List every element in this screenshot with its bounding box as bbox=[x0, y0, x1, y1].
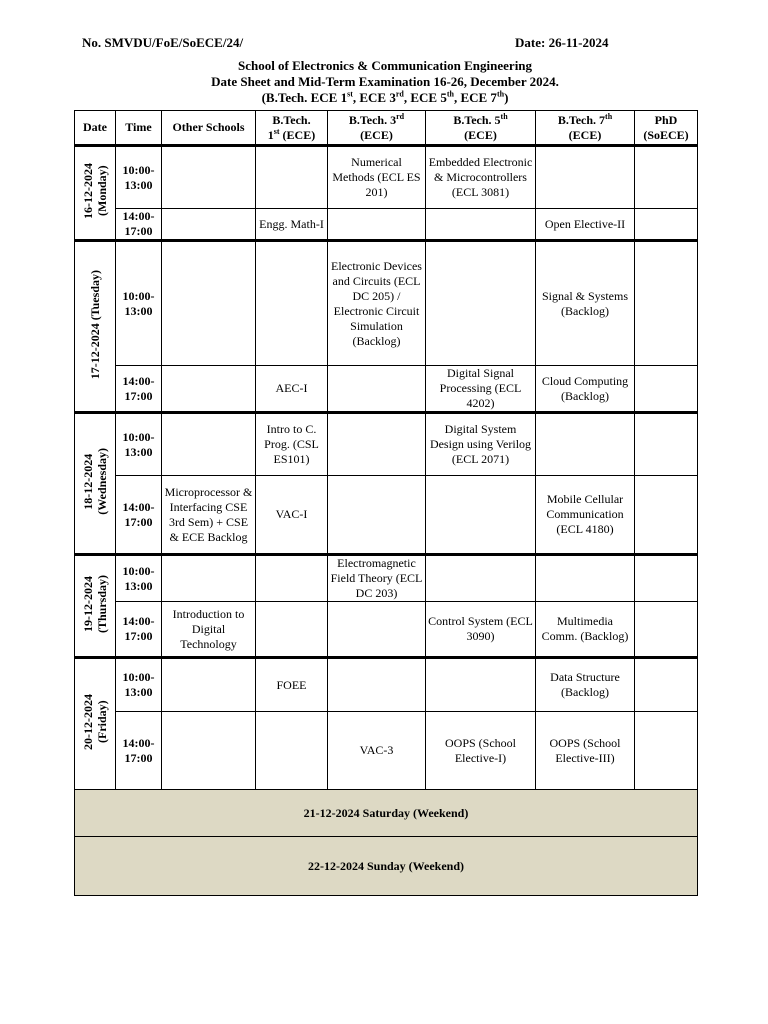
cell-other: Introduction to Digital Technology bbox=[162, 602, 256, 658]
table-row bbox=[75, 712, 698, 790]
document-title-block bbox=[73, 58, 697, 106]
weekend-row bbox=[75, 790, 698, 837]
day-cell: 18-12-2024 (Wednesday) bbox=[75, 413, 116, 555]
reference-number: No. SMVDU/FoE/SoECE/24/ bbox=[82, 35, 244, 50]
weekend-cell: 22-12-2024 Sunday (Weekend) bbox=[75, 837, 698, 896]
cell-btech-5: Control System (ECL 3090) bbox=[426, 602, 536, 658]
cell-btech-7: Multimedia Comm. (Backlog) bbox=[536, 602, 635, 658]
cell-phd bbox=[635, 658, 698, 712]
cell-btech-3 bbox=[328, 602, 426, 658]
col-time: Time bbox=[116, 111, 162, 146]
cell-btech-5: OOPS (School Elective-I) bbox=[426, 712, 536, 790]
cell-btech-3 bbox=[328, 658, 426, 712]
cell-phd bbox=[635, 712, 698, 790]
day-cell: 19-12-2024 (Thursday) bbox=[75, 555, 116, 658]
table-row bbox=[75, 241, 698, 366]
table-row bbox=[75, 602, 698, 658]
cell-btech-3 bbox=[328, 366, 426, 413]
cell-btech-3: Numerical Methods (ECL ES 201) bbox=[328, 146, 426, 209]
cell-btech-1: AEC-I bbox=[256, 366, 328, 413]
col-btech-3: B.Tech. 3rd (ECE) bbox=[328, 111, 426, 146]
table-row bbox=[75, 413, 698, 476]
cell-btech-5 bbox=[426, 658, 536, 712]
day-cell: 20-12-2024 (Friday) bbox=[75, 658, 116, 790]
cell-btech-5: Embedded Electronic & Microcontrollers (ECL 3081) bbox=[426, 146, 536, 209]
cell-other bbox=[162, 366, 256, 413]
cell-btech-1 bbox=[256, 146, 328, 209]
time-cell: 10:00-13:00 bbox=[116, 555, 162, 602]
col-btech-1: B.Tech. 1st (ECE) bbox=[256, 111, 328, 146]
weekend-row bbox=[75, 837, 698, 896]
cell-other: Microprocessor & Interfacing CSE 3rd Sem) + CSE & ECE Backlog bbox=[162, 476, 256, 555]
cell-btech-3: Electronic Devices and Circuits (ECL DC 205) / Electronic Circuit Simulation (Backlog) bbox=[328, 241, 426, 366]
cell-phd bbox=[635, 602, 698, 658]
cell-phd bbox=[635, 146, 698, 209]
time-cell: 10:00-13:00 bbox=[116, 241, 162, 366]
cell-btech-7 bbox=[536, 413, 635, 476]
cell-btech-3: VAC-3 bbox=[328, 712, 426, 790]
table-row bbox=[75, 146, 698, 209]
cell-btech-7: Open Elective-II bbox=[536, 209, 635, 241]
time-cell: 14:00-17:00 bbox=[116, 209, 162, 241]
cell-btech-7: Signal & Systems (Backlog) bbox=[536, 241, 635, 366]
issue-date: Date: 26-11-2024 bbox=[515, 35, 609, 50]
cell-btech-1 bbox=[256, 712, 328, 790]
cell-btech-5: Digital System Design using Verilog (ECL 2071) bbox=[426, 413, 536, 476]
col-date: Date bbox=[75, 111, 116, 146]
col-other-schools: Other Schools bbox=[162, 111, 256, 146]
cell-btech-5 bbox=[426, 555, 536, 602]
cell-btech-7 bbox=[536, 146, 635, 209]
time-cell: 10:00-13:00 bbox=[116, 146, 162, 209]
cell-btech-5: Digital Signal Processing (ECL 4202) bbox=[426, 366, 536, 413]
time-cell: 14:00-17:00 bbox=[116, 366, 162, 413]
col-phd: PhD (SoECE) bbox=[635, 111, 698, 146]
cell-other bbox=[162, 146, 256, 209]
day-cell: 17-12-2024 (Tuesday) bbox=[75, 241, 116, 413]
cell-btech-1: FOEE bbox=[256, 658, 328, 712]
cell-btech-5 bbox=[426, 209, 536, 241]
cell-btech-7: Cloud Computing (Backlog) bbox=[536, 366, 635, 413]
sheet-subtitle: (B.Tech. ECE 1st, ECE 3rd, ECE 5th, ECE 7th) bbox=[261, 89, 509, 105]
weekend-cell: 21-12-2024 Saturday (Weekend) bbox=[75, 790, 698, 837]
cell-phd bbox=[635, 476, 698, 555]
cell-btech-3 bbox=[328, 476, 426, 555]
school-name: School of Electronics & Communication Engineering bbox=[237, 58, 533, 73]
cell-btech-3 bbox=[328, 209, 426, 241]
col-btech-5: B.Tech. 5th (ECE) bbox=[426, 111, 536, 146]
table-row bbox=[75, 555, 698, 602]
cell-btech-7: Mobile Cellular Communication (ECL 4180) bbox=[536, 476, 635, 555]
cell-btech-5 bbox=[426, 241, 536, 366]
table-row bbox=[75, 476, 698, 555]
date-sheet-table bbox=[74, 110, 698, 896]
cell-other bbox=[162, 712, 256, 790]
cell-btech-3 bbox=[328, 413, 426, 476]
header-row bbox=[75, 111, 698, 146]
time-cell: 14:00-17:00 bbox=[116, 712, 162, 790]
cell-phd bbox=[635, 241, 698, 366]
table-row bbox=[75, 209, 698, 241]
cell-phd bbox=[635, 209, 698, 241]
cell-btech-5 bbox=[426, 476, 536, 555]
cell-btech-1 bbox=[256, 602, 328, 658]
table-row bbox=[75, 658, 698, 712]
cell-btech-1: Intro to C. Prog. (CSL ES101) bbox=[256, 413, 328, 476]
cell-other bbox=[162, 209, 256, 241]
cell-phd bbox=[635, 555, 698, 602]
cell-btech-7 bbox=[536, 555, 635, 602]
cell-btech-1: VAC-I bbox=[256, 476, 328, 555]
cell-btech-7: Data Structure (Backlog) bbox=[536, 658, 635, 712]
day-cell: 16-12-2024 (Monday) bbox=[75, 146, 116, 241]
time-cell: 10:00-13:00 bbox=[116, 658, 162, 712]
time-cell: 14:00-17:00 bbox=[116, 476, 162, 555]
sheet-title: Date Sheet and Mid-Term Examination 16-26, December 2024. bbox=[211, 74, 559, 89]
cell-btech-1: Engg. Math-I bbox=[256, 209, 328, 241]
cell-other bbox=[162, 658, 256, 712]
cell-btech-1 bbox=[256, 555, 328, 602]
time-cell: 10:00-13:00 bbox=[116, 413, 162, 476]
col-btech-7: B.Tech. 7th (ECE) bbox=[536, 111, 635, 146]
cell-other bbox=[162, 555, 256, 602]
cell-phd bbox=[635, 413, 698, 476]
cell-phd bbox=[635, 366, 698, 413]
cell-other bbox=[162, 241, 256, 366]
cell-btech-1 bbox=[256, 241, 328, 366]
time-cell: 14:00-17:00 bbox=[116, 602, 162, 658]
table-row bbox=[75, 366, 698, 413]
cell-btech-7: OOPS (School Elective-III) bbox=[536, 712, 635, 790]
cell-btech-3: Electromagnetic Field Theory (ECL DC 203) bbox=[328, 555, 426, 602]
cell-other bbox=[162, 413, 256, 476]
